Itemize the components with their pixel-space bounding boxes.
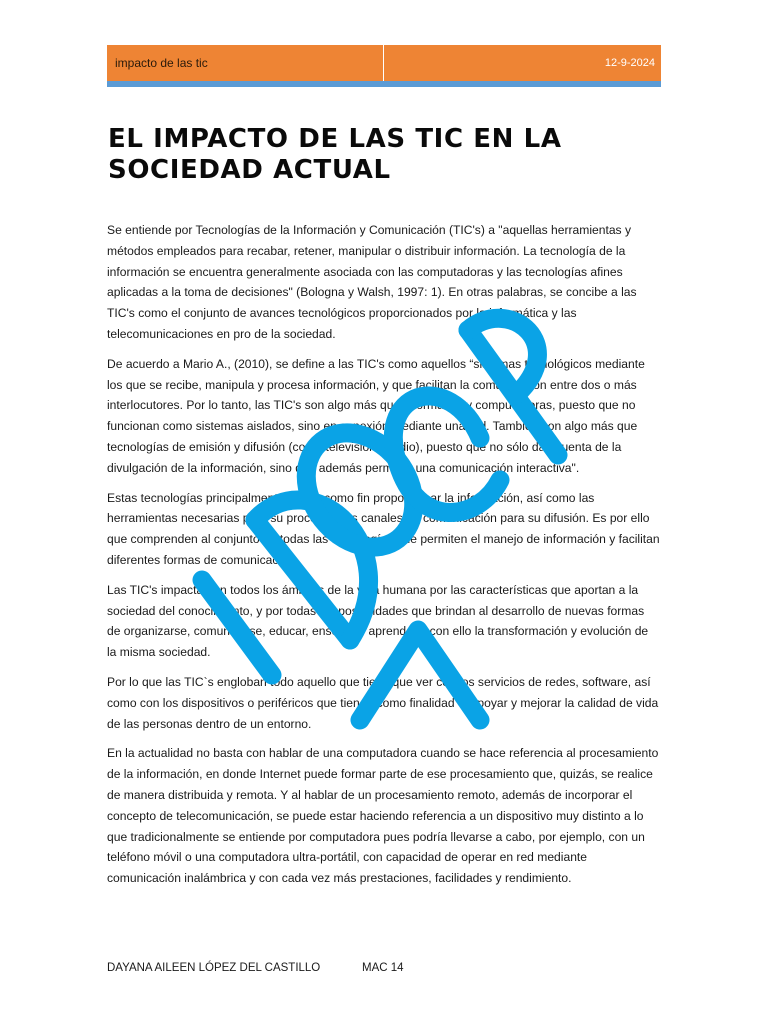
header-accent-line <box>107 81 661 87</box>
document-body <box>107 220 660 898</box>
footer-author: DAYANA AILEEN LÓPEZ DEL CASTILLO <box>107 962 321 974</box>
header-date: 12-9-2024 <box>604 57 655 69</box>
paragraph: Estas tecnologías principalmente tienen como fin proporcionar la información, así como las herramientas necesarias para su proceso y los canales de comunicación para su difusión. Es por ello que comprenden al conjunto de todas las tecnologías que permiten el manejo de información y facilitan diferentes formas de comunicación. <box>107 490 660 567</box>
paragraph: Por lo que las TIC`s engloban todo aquello que tiene que ver con los servicios de redes, software, así como con los dispositivos o periféricos que tienen como finalidad el apoyar y mejorar la calidad de vida de las personas dentro de un entorno. <box>107 674 659 731</box>
paragraph: En la actualidad no basta con hablar de una computadora cuando se hace referencia al procesamiento de la información, en donde Internet puede formar parte de ese procesamiento que, quizás, se realice de manera distribuida y remota. Y al hablar de un procesamiento remoto, además de incorporar el concepto de telecomunicación, se puede estar haciendo referencia a un dispositivo muy distinto a lo que tradicionalmente se entiende por computadora pues podría llevarse a cabo, por ejemplo, con un teléfono móvil o una computadora ultra-portátil, con capacidad de operar en red mediante comunicación inalámbrica y con cada vez más prestaciones, facilidades y rendimiento. <box>107 746 659 886</box>
header-title: impacto de las tic <box>107 45 384 81</box>
paragraph: Las TIC's impactan en todos los ámbitos de la vida humana por las características que aportan a la sociedad del conocimiento, y por todas las posibilidades que brindan al desarrollo de nuevas formas de organizarse, comunicarse, educar, enseñar y aprender y con ello la transformación y evolución de la misma sociedad. <box>107 582 649 660</box>
paragraph: Se entiende por Tecnologías de la Información y Comunicación (TIC's) a "aquellas herramientas y métodos empleados para recabar, retener, manipular o distribuir información. La tecnología de la información se encuentra generalmente asociada con las computadoras y las tecnologías afines aplicadas a la toma de decisiones" (Bologna y Walsh, 1997: 1). En otras palabras, se concibe a las TIC's como el conjunto de avances tecnológicos proporcionados por la informática y las telecomunicaciones en pro de la sociedad. <box>107 223 637 341</box>
paragraph: De acuerdo a Mario A., (2010), se define a las TIC's como aquellos “sistemas tecnológicos mediante los que se recibe, manipula y procesa información, y que facilitan la comunicación entre dos o más interlocutores. Por lo tanto, las TIC's son algo más que informática y computadoras, puesto que no funcionan como sistemas aislados, sino en conexión mediante una red. También son algo más que tecnologías de emisión y difusión (como televisión y radio), puesto que no sólo dan cuenta de la divulgación de la información, sino que además permiten una comunicación interactiva". <box>107 356 645 475</box>
footer-group: MAC 14 <box>362 962 404 974</box>
page-header <box>107 45 661 81</box>
document-title: EL IMPACTO DE LAS TIC EN LA SOCIEDAD ACTUAL <box>108 124 562 185</box>
